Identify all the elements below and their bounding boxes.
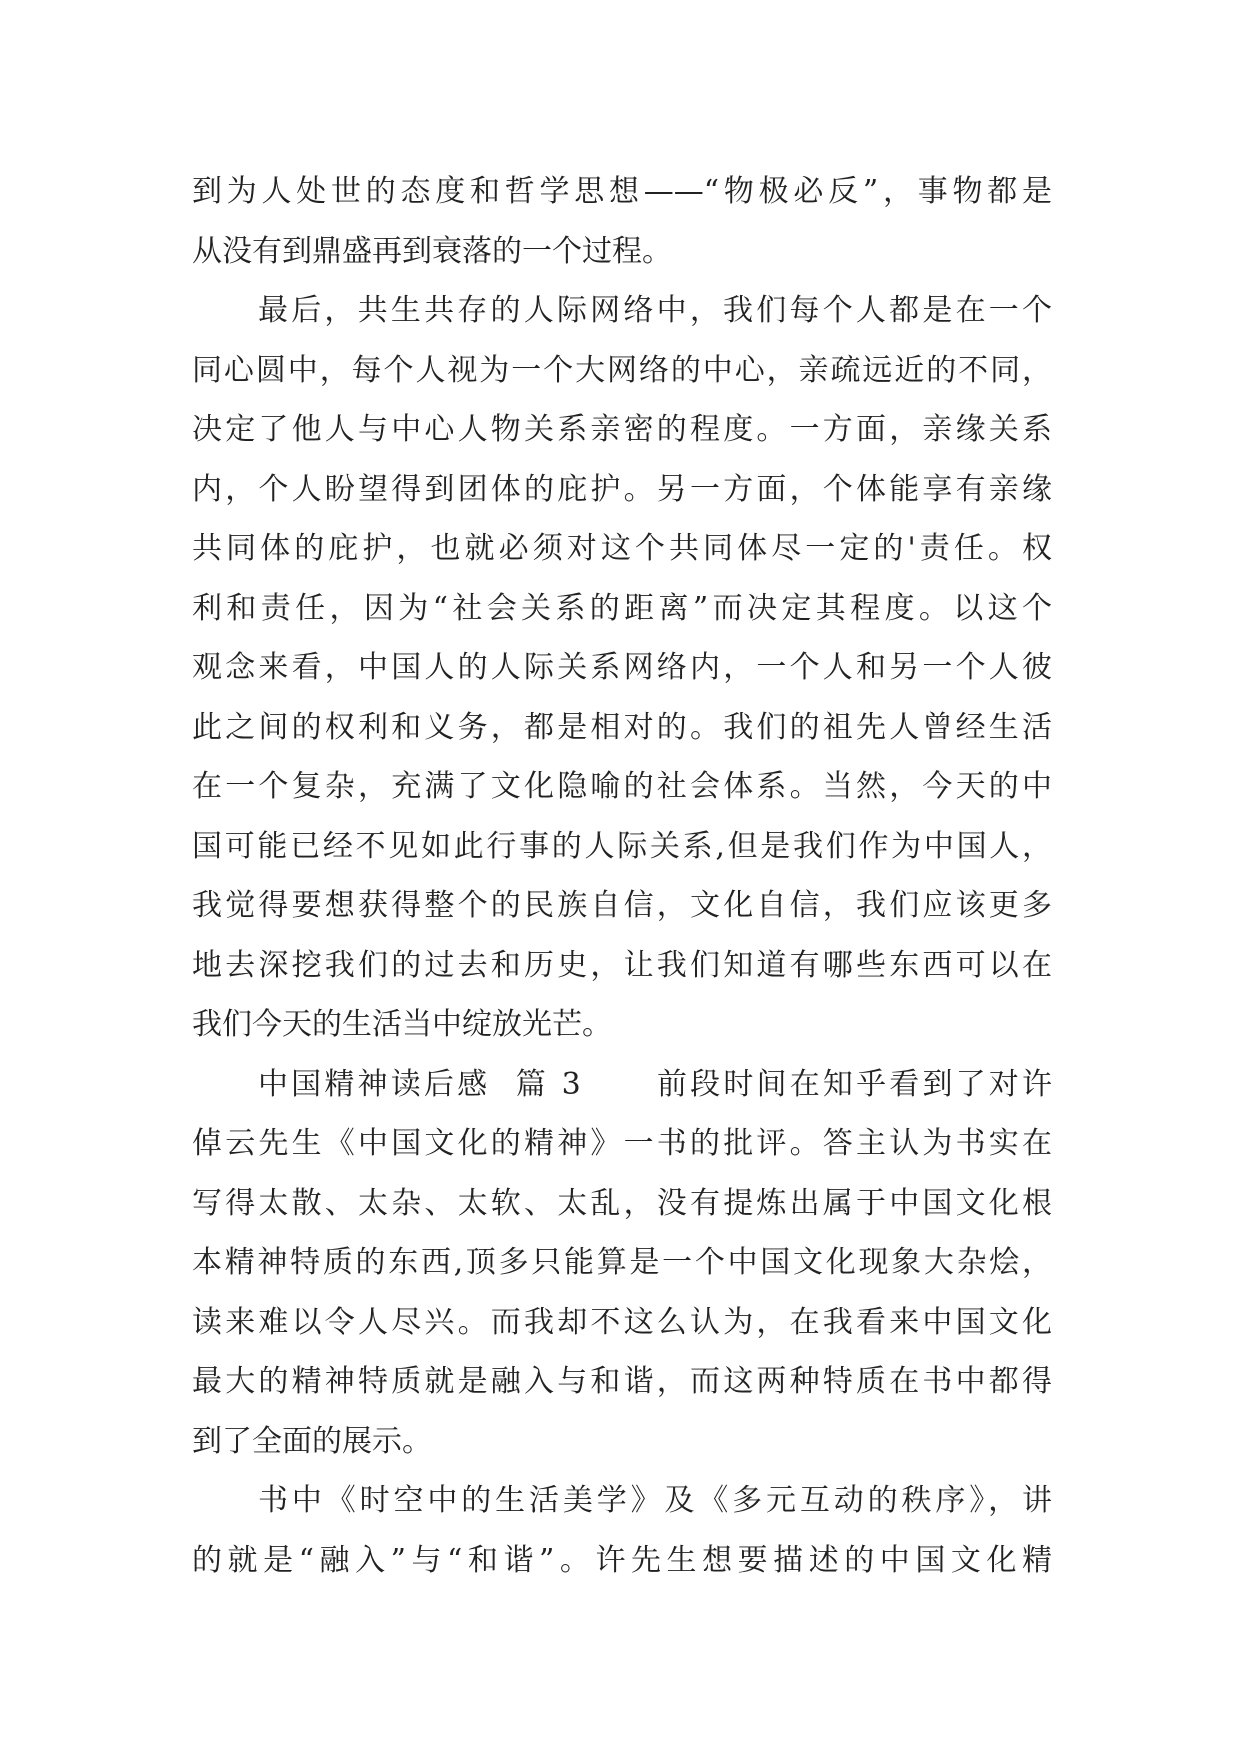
text-line: 观念来看，中国人的人际关系网络内，一个人和另一个人彼	[192, 650, 1052, 685]
text-line: 最后，共生共存的人际网络中，我们每个人都是在一个	[258, 293, 1052, 328]
text-line: 同心圆中，每个人视为一个大网络的中心，亲疏远近的不同，	[192, 352, 1052, 388]
text-line: 此之间的权利和义务，都是相对的。我们的祖先人曾经生活	[192, 709, 1052, 745]
text-line: 中国精神读后感 篇 3 前段时间在知乎看到了对许	[258, 1066, 1052, 1102]
text-line: 本精神特质的东西,顶多只能算是一个中国文化现象大杂烩，	[192, 1245, 1052, 1280]
text-line: 读来难以令人尽兴。而我却不这么认为，在我看来中国文化	[192, 1304, 1052, 1340]
text-line: 国可能已经不见如此行事的人际关系,但是我们作为中国人，	[192, 828, 1052, 864]
paragraph	[192, 1471, 1052, 1590]
text-line: 到为人处世的态度和哲学思想——“物极必反”，事物都是	[192, 174, 1052, 209]
paragraph	[192, 281, 1052, 1055]
text-line: 写得太散、太杂、太软、太乱，没有提炼出属于中国文化根	[192, 1185, 1052, 1221]
text-line: 共同体的庇护，也就必须对这个共同体尽一定的'责任。权	[192, 531, 1052, 566]
text-line: 倬云先生《中国文化的精神》一书的批评。答主认为书实在	[192, 1126, 1052, 1161]
text-line: 书中《时空中的生活美学》及《多元互动的秩序》，讲	[258, 1483, 1052, 1518]
text-line: 最大的精神特质就是融入与和谐，而这两种特质在书中都得	[192, 1364, 1052, 1399]
text-line: 决定了他人与中心人物关系亲密的程度。一方面，亲缘关系	[192, 412, 1052, 447]
text-line: 内，个人盼望得到团体的庇护。另一方面，个体能享有亲缘	[192, 471, 1052, 507]
text-line: 地去深挖我们的过去和历史，让我们知道有哪些东西可以在	[192, 947, 1052, 983]
text-line: 到了全面的展示。	[192, 1423, 432, 1459]
text-line: 在一个复杂，充满了文化隐喻的社会体系。当然，今天的中	[192, 769, 1052, 804]
body-text	[192, 162, 1052, 1590]
text-line: 从没有到鼎盛再到衰落的一个过程。	[192, 233, 672, 269]
text-line: 的就是“融入”与“和谐”。许先生想要描述的中国文化精	[192, 1542, 1052, 1578]
paragraph	[192, 162, 1052, 281]
text-line: 利和责任，因为“社会关系的距离”而决定其程度。以这个	[192, 590, 1052, 626]
text-line: 我们今天的生活当中绽放光芒。	[192, 1007, 612, 1042]
text-line: 我觉得要想获得整个的民族自信，文化自信，我们应该更多	[192, 888, 1052, 923]
paragraph	[192, 1055, 1052, 1472]
